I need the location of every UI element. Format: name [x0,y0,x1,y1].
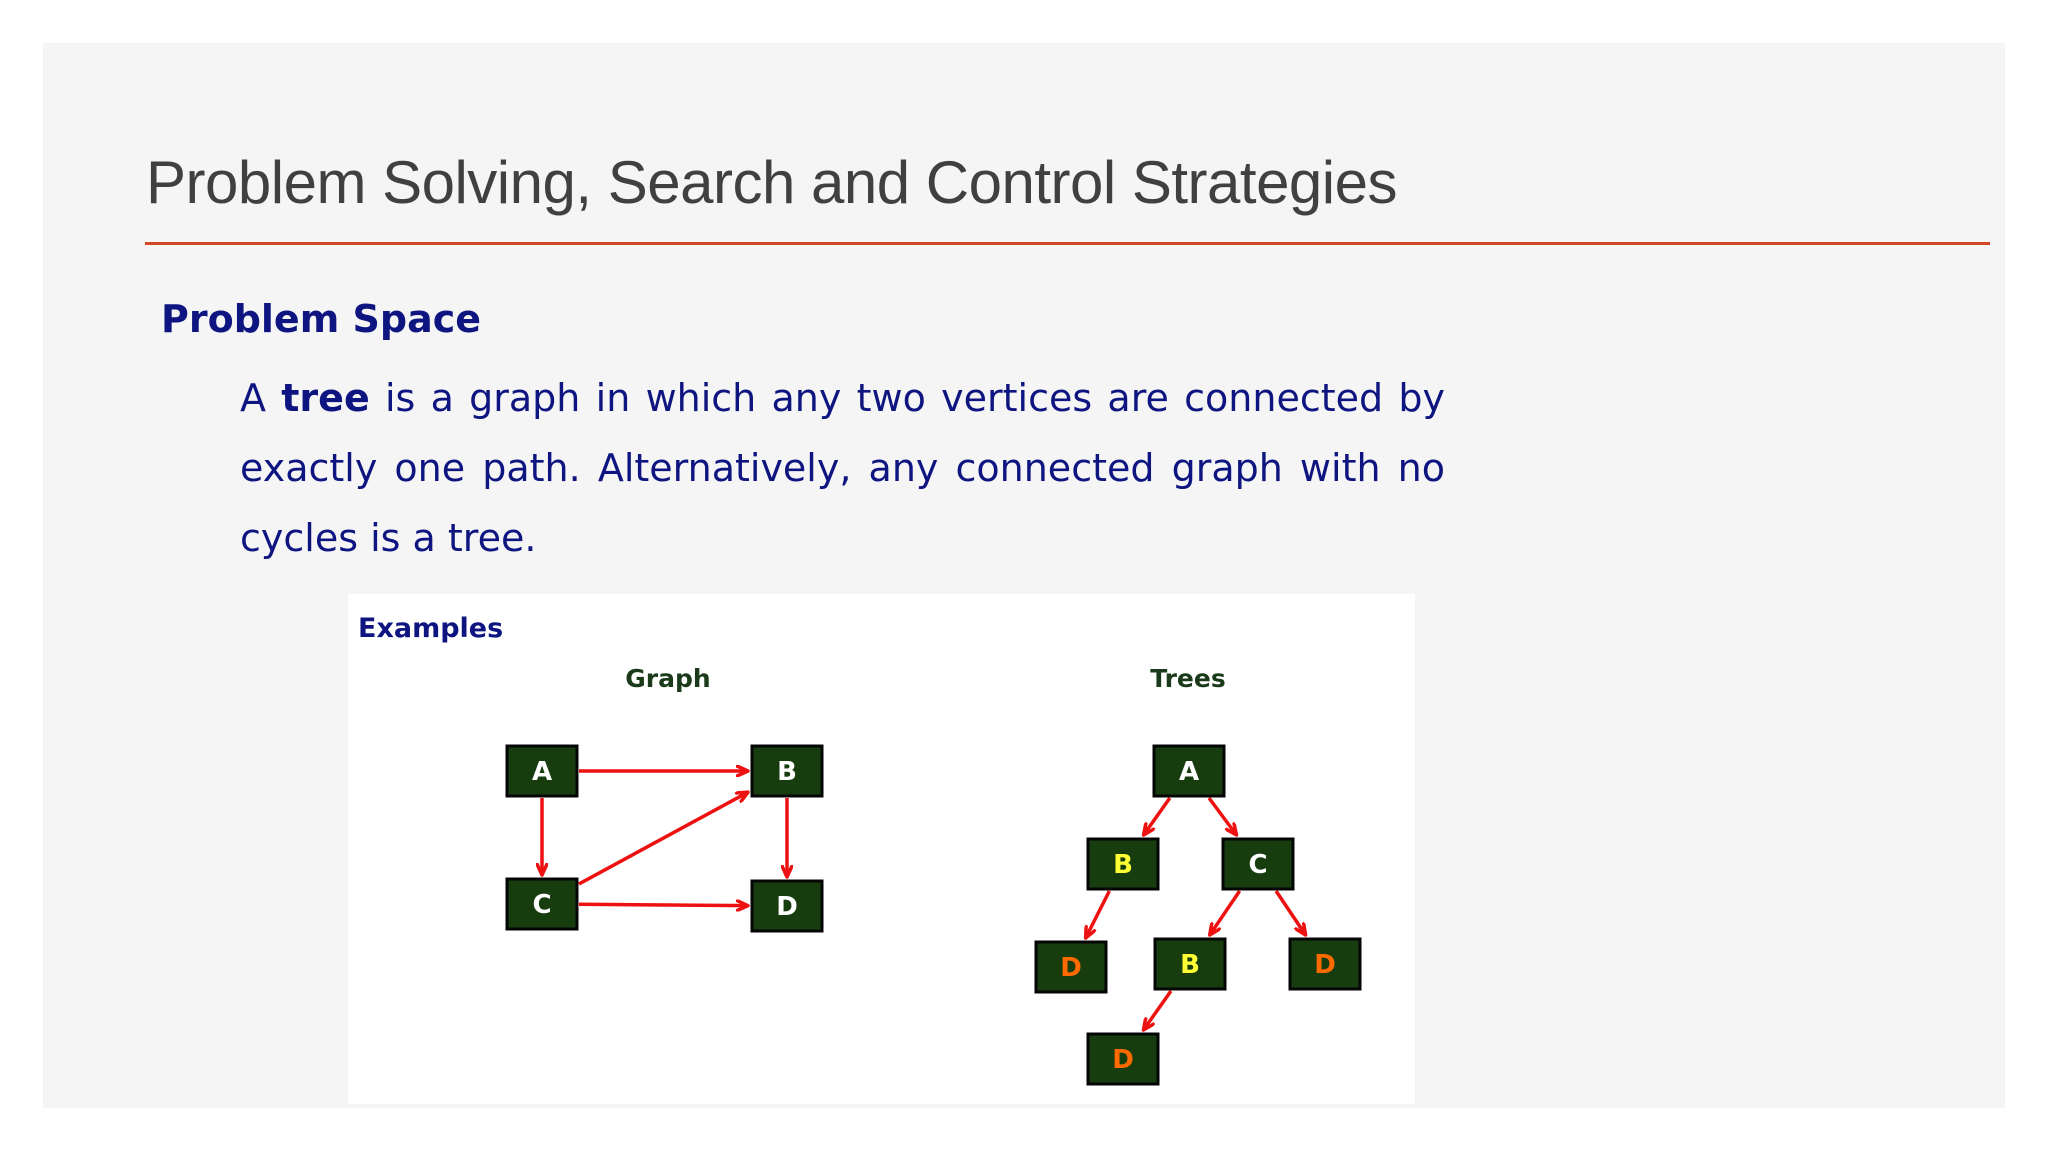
tree-node-label-t-d1: D [1060,953,1082,983]
tree-edge-t-c-to-t-d2 [1276,891,1305,935]
tree-edge-t-b1-to-t-d1 [1086,891,1110,938]
graph-node-label-C: C [532,890,552,920]
tree-node-t-b2 [1155,939,1225,989]
tree-node-t-d1 [1036,942,1106,992]
graph-label: Graph [625,664,711,693]
examples-figure [348,594,1415,1104]
tree-node-t-d2 [1290,939,1360,989]
edges-layer [542,771,1306,1030]
trees-label: Trees [1150,664,1226,693]
tree-edge-t-a-to-t-b1 [1144,798,1170,835]
tree-node-t-d3 [1088,1034,1158,1084]
graph-edge-C-to-D [579,904,748,905]
tree-node-label-t-d2: D [1314,950,1336,980]
examples-label: Examples [358,613,504,644]
graph-node-label-A: A [531,757,553,787]
slide [43,43,2005,1108]
graph-node-C [507,879,577,929]
title-divider [145,242,1990,245]
tree-definition-paragraph [240,363,1445,573]
tree-node-label-t-b1: B [1113,850,1133,880]
graph-node-B [752,746,822,796]
tree-node-label-t-c: C [1248,850,1268,880]
paragraph-text-start: A [240,376,282,420]
tree-edge-t-a-to-t-c [1209,798,1236,835]
tree-edge-t-c-to-t-b2 [1210,891,1240,935]
graph-and-tree-diagram [348,594,1415,1104]
tree-node-t-b1 [1088,839,1158,889]
graph-node-D [752,881,822,931]
paragraph-text-end: is a graph in which any two vertices are connected by exactly one path. Alternatively, any connected graph with no cycles is a tree. [240,376,1445,560]
tree-node-t-c [1223,839,1293,889]
section-heading: Problem Space [161,297,482,341]
tree-node-label-t-d3: D [1112,1045,1134,1075]
graph-node-A [507,746,577,796]
tree-edge-t-b2-to-t-d3 [1143,991,1171,1030]
slide-title: Problem Solving, Search and Control Strategies [146,149,1398,216]
tree-node-label-t-a: A [1178,757,1200,787]
graph-edge-C-to-B [579,792,748,884]
tree-node-t-a [1154,746,1224,796]
paragraph-bold-term: tree [281,376,370,420]
nodes-layer [507,746,1360,1084]
graph-node-label-D: D [776,892,798,922]
graph-node-label-B: B [777,757,797,787]
tree-node-label-t-b2: B [1180,950,1200,980]
